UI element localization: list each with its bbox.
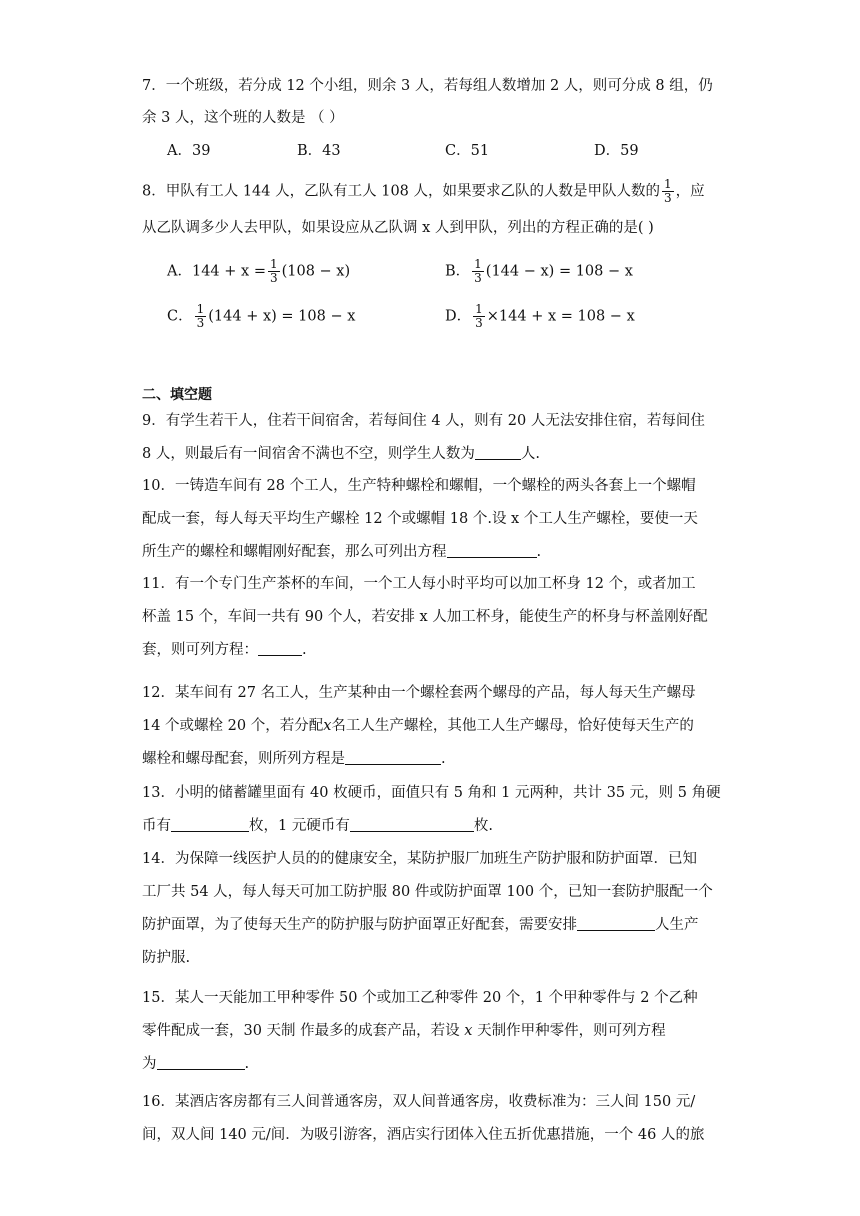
q15-line2 [142,1021,666,1041]
q7-option-d: D．59 [594,143,639,159]
one-third-fraction [473,303,485,330]
q15-line2-rest: 天制作甲种零件，则可列方程 [472,1023,666,1039]
q8-line2: 从乙队调多少人去甲队，如果设应从乙队调 x 人到甲队，列出的方程正确的是( ) [142,220,654,236]
q14-line1: 14．为保障一线医护人员的的健康安全，某防护服厂加班生产防护服和防护面罩．已知 [142,851,697,867]
section-title-fill-in-blank: 二、填空题 [142,387,212,403]
q7-option-a: A．39 [167,143,211,159]
q15-line2-text: 零件配成一套，30 天制 作最多的成套产品，若设 [142,1023,465,1039]
q10-line3-text: 所生产的螺栓和螺帽刚好配套，那么可列出方程 [142,544,447,560]
q12-line3-text: 螺栓和螺母配套，则所列方程是 [142,751,345,767]
q12-line3-end: . [441,751,446,767]
answer-blank[interactable] [171,817,249,832]
q13-line2-end: 枚. [473,818,493,834]
q8-line1-suffix: ，应 [675,183,705,200]
q12-line2-rest: 名工人生产螺栓，其他工人生产螺母，恰好使每天生产的 [331,718,694,734]
q12-line3 [142,749,446,769]
answer-blank[interactable] [157,1055,245,1070]
answer-blank[interactable] [258,641,302,656]
q14-line3-text: 防护面罩，为了使每天生产的防护服与防护面罩正好配套，需要安排 [142,917,577,933]
q8-option-d-label: D． [445,308,472,325]
q10-line2: 配成一套，每人每天平均生产螺栓 12 个或螺帽 18 个.设 x 个工人生产螺栓，要使一天 [142,511,698,527]
q8-option-a-label: A． [167,263,192,280]
q14-line4: 防护服. [142,950,191,966]
fraction-denominator: 3 [475,316,483,330]
q11-line3-end: . [302,642,307,658]
variable-x: x [464,1023,473,1039]
q13-line2-text: 币有 [142,818,171,834]
fraction-numerator: 1 [269,257,278,271]
q13-line2 [142,816,493,836]
fraction-numerator: 1 [664,177,672,191]
fraction-numerator: 1 [474,257,482,271]
q7-option-b: B．43 [297,143,341,159]
q8-line1 [142,178,705,205]
one-third-fraction [268,258,280,285]
q15-line3-end: . [244,1056,250,1072]
q15-line3 [142,1054,249,1074]
q8-option-a [167,258,350,285]
answer-blank[interactable] [345,750,441,765]
q11-line3 [142,640,307,660]
q10-line3-end: . [536,544,542,560]
q11-line2: 杯盖 15 个，车间一共有 90 个人，若安排 x 人加工杯身，能使生产的杯身与杯盖刚好配 [142,609,708,625]
q8-option-a-right: (108 − x) [281,263,351,280]
q15-line3-text: 为 [142,1056,157,1072]
answer-blank[interactable] [447,543,537,558]
q8-option-b-right: (144 − x) = 108 − x [485,263,633,280]
q7-option-c: C．51 [445,143,490,159]
fraction-numerator: 1 [196,302,205,316]
answer-blank[interactable] [475,445,521,460]
q12-line2 [142,716,694,736]
q12-line1: 12．某车间有 27 名工人，生产某种由一个螺栓套两个螺母的产品，每人每天生产螺母 [142,685,696,701]
q7-line1: 7．一个班级，若分成 12 个小组，则余 3 人，若每组人数增加 2 人，则可分成 8 组，仍 [142,78,713,94]
q8-option-a-left: 144 + x = [191,263,266,280]
q8-option-d-right: ×144 + x = 108 − x [486,308,635,325]
q10-line3 [142,542,541,562]
q11-line1: 11．有一个专门生产茶杯的车间，一个工人每小时平均可以加工杯身 12 个，或者加工 [142,576,696,592]
fraction-denominator: 3 [196,316,205,330]
q9-line2-end: 人. [520,446,540,462]
q8-option-b-label: B． [445,263,471,280]
q12-line2-text: 14 个或螺栓 20 个，若分配 [142,718,324,734]
q10-line1: 10．一铸造车间有 28 个工人，生产特种螺栓和螺帽，一个螺栓的两头各套上一个螺帽 [142,478,696,494]
q11-line3-text: 套，则可列方程： [142,642,258,658]
q8-option-d [445,303,635,330]
fraction-denominator: 3 [474,271,482,285]
one-third-fraction [195,303,207,330]
q8-option-c-label: C． [167,308,193,325]
q15-line1: 15．某人一天能加工甲种零件 50 个或加工乙种零件 20 个，1 个甲种零件与 2 个乙种 [142,990,698,1006]
variable-x: x [323,718,332,734]
q16-line2: 间，双人间 140 元/间．为吸引游客，酒店实行团体入住五折优惠措施，一个 46 人的旅 [142,1127,705,1143]
q7-line2: 余 3 人，这个班的人数是 （ ） [142,110,344,126]
q9-line2-text: 8 人，则最后有一间宿舍不满也不空，则学生人数为 [142,446,475,462]
q8-option-b [445,258,633,285]
q14-line3-end: 人生产 [655,917,699,933]
fraction-numerator: 1 [475,302,483,316]
q9-line2 [142,444,540,464]
answer-blank[interactable] [577,916,655,931]
q16-line1: 16．某酒店客房都有三人间普通客房，双人间普通客房，收费标准为：三人间 150 元/ [142,1094,696,1110]
q13-line2-mid: 枚，1 元硬币有 [249,818,350,834]
fraction-denominator: 3 [664,191,672,205]
q14-line3 [142,915,699,935]
answer-blank[interactable] [350,817,474,832]
one-third-fraction [662,178,674,205]
q8-option-c [167,303,355,330]
q13-line1: 13．小明的储蓄罐里面有 40 枚硬币，面值只有 5 角和 1 元两种，共计 35 元，则 5 角硬 [142,785,721,801]
fraction-denominator: 3 [269,271,278,285]
q8-line1-prefix: 8．甲队有工人 144 人，乙队有工人 108 人，如果要求乙队的人数是甲队人数的 [142,183,661,200]
one-third-fraction [472,258,484,285]
q14-line2: 工厂共 54 人，每人每天可加工防护服 80 件或防护面罩 100 个，已知一套防护服配一个 [142,884,713,900]
q9-line1: 9．有学生若干人，住若干间宿舍，若每间住 4 人，则有 20 人无法安排住宿，若每间住 [142,413,705,429]
q8-option-c-right: (144 + x) = 108 − x [208,308,356,325]
